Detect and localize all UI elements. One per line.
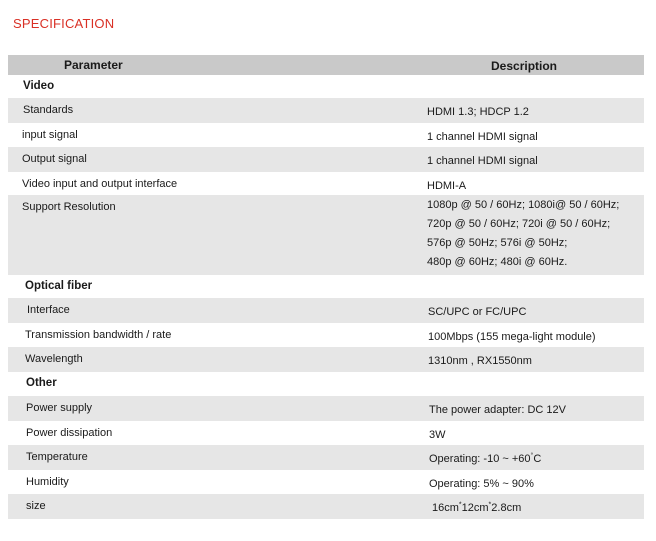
param-label: Standards [23, 104, 74, 116]
table-row [8, 123, 644, 147]
param-label: Wavelength [25, 353, 83, 365]
param-value [432, 499, 521, 518]
param-label: input signal [22, 129, 78, 141]
table-row [8, 470, 644, 494]
section-label: Optical fiber [25, 280, 93, 292]
resolution-line: 480p @ 60Hz; 480i @ 60Hz. [427, 256, 568, 268]
param-label: Humidity [26, 476, 69, 488]
param-value: 1310nm , RX1550nm [428, 355, 532, 367]
param-label: Temperature [26, 451, 88, 463]
resolution-line: 1080p @ 50 / 60Hz; 1080i@ 50 / 60Hz; [427, 199, 620, 211]
size-length: 16cm [432, 502, 459, 514]
param-value: Operating: 5% ~ 90% [429, 478, 534, 490]
param-label: Interface [27, 304, 70, 316]
temperature-range: Operating: -10 ~ +60 [429, 453, 531, 465]
table-row [8, 494, 644, 519]
param-label: Video input and output interface [22, 178, 178, 190]
size-width: 12cm [461, 502, 489, 514]
param-label: Power dissipation [26, 427, 113, 439]
header-description: Description [491, 59, 558, 73]
table-row [8, 298, 644, 323]
degree-mark: ° [530, 452, 534, 460]
param-value: 3W [429, 429, 446, 441]
section-label: Other [26, 377, 57, 389]
header-parameter: Parameter [64, 58, 123, 72]
table-row [8, 147, 644, 172]
resolution-line: 576p @ 50Hz; 576i @ 50Hz; [427, 237, 568, 249]
times-mark: * [458, 501, 462, 509]
table-row [8, 421, 644, 445]
param-value: HDMI 1.3; HDCP 1.2 [427, 106, 529, 118]
page-title: SPECIFICATION [13, 16, 115, 31]
param-label: size [26, 500, 46, 512]
param-value: 100Mbps (155 mega-light module) [428, 331, 596, 343]
resolution-line: 720p @ 50 / 60Hz; 720i @ 50 / 60Hz; [427, 218, 611, 230]
section-row-other [8, 372, 644, 396]
section-row-video [8, 75, 644, 98]
table-row [8, 396, 644, 421]
table-row [8, 195, 644, 275]
param-label: Transmission bandwidth / rate [25, 329, 172, 341]
table-row [8, 98, 644, 123]
param-value: 1 channel HDMI signal [427, 155, 538, 167]
param-value: SC/UPC or FC/UPC [428, 306, 527, 318]
param-value [429, 450, 541, 469]
table-row [8, 172, 644, 195]
temperature-unit: C [533, 453, 542, 465]
section-row-optical [8, 275, 644, 298]
resolution-list [427, 196, 619, 272]
param-label: Power supply [26, 402, 93, 414]
table-row [8, 445, 644, 470]
spec-table [8, 55, 644, 519]
param-value: 1 channel HDMI signal [427, 131, 538, 143]
table-row [8, 323, 644, 347]
param-label: Output signal [22, 153, 87, 165]
table-header [8, 55, 644, 75]
times-mark: * [488, 501, 492, 509]
table-row [8, 347, 644, 372]
section-label: Video [23, 80, 55, 92]
size-height: 2.8cm [491, 502, 522, 514]
param-value: HDMI-A [427, 180, 467, 192]
param-label: Support Resolution [22, 201, 116, 213]
param-value: The power adapter: DC 12V [429, 404, 566, 416]
